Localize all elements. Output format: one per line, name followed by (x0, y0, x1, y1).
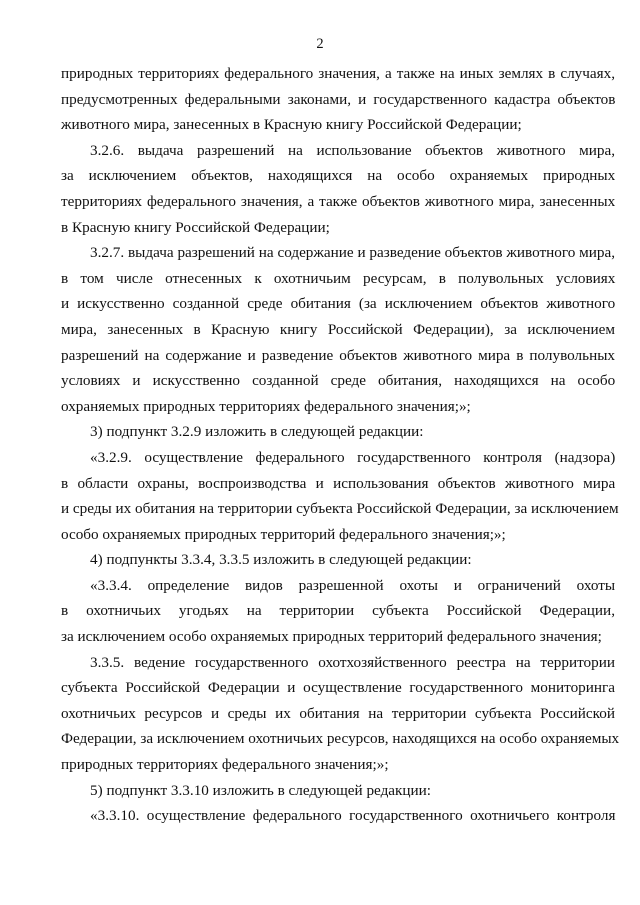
text-line: 3.3.5. ведение государственного охотхозяйственного реестра на территории (90, 653, 615, 671)
text-line: «3.3.10. осуществление федерального государственного охотничьего контроля (90, 807, 616, 825)
paragraph (61, 650, 620, 778)
paragraph (61, 573, 615, 650)
text-line: природных территориях федерального значения, а также на иных землях в случаях, (61, 65, 615, 82)
text-line: животного мира, занесенных в Красную книгу Российской Федерации; (61, 116, 522, 134)
text-line: «3.3.4. определение видов разрешенной охоты и ограничений охоты (90, 576, 616, 594)
text-line: «3.2.9. осуществление федерального государственного контроля (надзора) (90, 448, 616, 466)
text-line: за исключением объектов, находящихся на особо охраняемых природных (61, 167, 616, 185)
text-line: условиях и искусственно созданной среде обитания, находящихся на особо (61, 372, 616, 390)
text-line: мира, занесенных в Красную книгу Российской Федерации), за исключением (61, 320, 615, 338)
paragraph (61, 547, 615, 573)
text-line: в охотничьих угодьях на территории субъекта Российской Федерации, (61, 602, 615, 620)
text-line: охраняемых природных территориях федерального значения;»; (61, 397, 471, 415)
paragraph (61, 445, 619, 547)
page-number: 2 (316, 36, 324, 52)
text-line: 3.2.7. выдача разрешений на содержание и разведение объектов животного мира, (90, 244, 615, 262)
text-line: охотничьих ресурсов и среды их обитания на территории субъекта Российской (61, 704, 615, 722)
text-line: 5) подпункт 3.3.10 изложить в следующей редакции: (90, 781, 432, 799)
paragraph (61, 778, 615, 804)
text-line: 3.2.6. выдача разрешений на использование объектов животного мира, (90, 141, 615, 159)
text-line: Федерации, за исключением охотничьих ресурсов, находящихся на особо охраняемых (61, 730, 620, 748)
paragraph (61, 803, 615, 829)
text-line: в том числе отнесенных к охотничьим ресурсам, в полувольных условиях (61, 269, 616, 287)
text-line: и искусственно созданной среде обитания (за исключением объектов животного (61, 295, 616, 313)
paragraph (61, 419, 615, 445)
text-line: 4) подпункты 3.3.4, 3.3.5 изложить в следующей редакции: (90, 551, 472, 569)
text-line: особо охраняемых природных территорий федерального значения;»; (61, 525, 506, 543)
text-line: предусмотренных федеральными законами, и государственного кадастра объектов (61, 90, 616, 108)
text-line: природных территориях федерального значения;»; (61, 756, 389, 774)
text-line: в области охраны, воспроизводства и использования объектов животного мира (61, 474, 616, 492)
paragraph (61, 240, 615, 419)
text-line: в Красную книгу Российской Федерации; (61, 218, 330, 236)
text-line: территориях федерального значения, а также объектов животного мира, занесенных (61, 192, 616, 210)
text-line: и среды их обитания на территории субъекта Российской Федерации, за исключением (61, 500, 619, 518)
paragraph (61, 138, 615, 240)
text-line: за исключением особо охраняемых природных территорий федерального значения; (61, 628, 602, 646)
document-body (61, 61, 620, 829)
paragraph (61, 61, 615, 138)
text-line: разрешений на содержание и разведение объектов животного мира в полувольных (61, 346, 615, 364)
text-line: субъекта Российской Федерации и осуществление государственного мониторинга (61, 679, 615, 697)
text-line: 3) подпункт 3.2.9 изложить в следующей редакции: (90, 423, 424, 441)
